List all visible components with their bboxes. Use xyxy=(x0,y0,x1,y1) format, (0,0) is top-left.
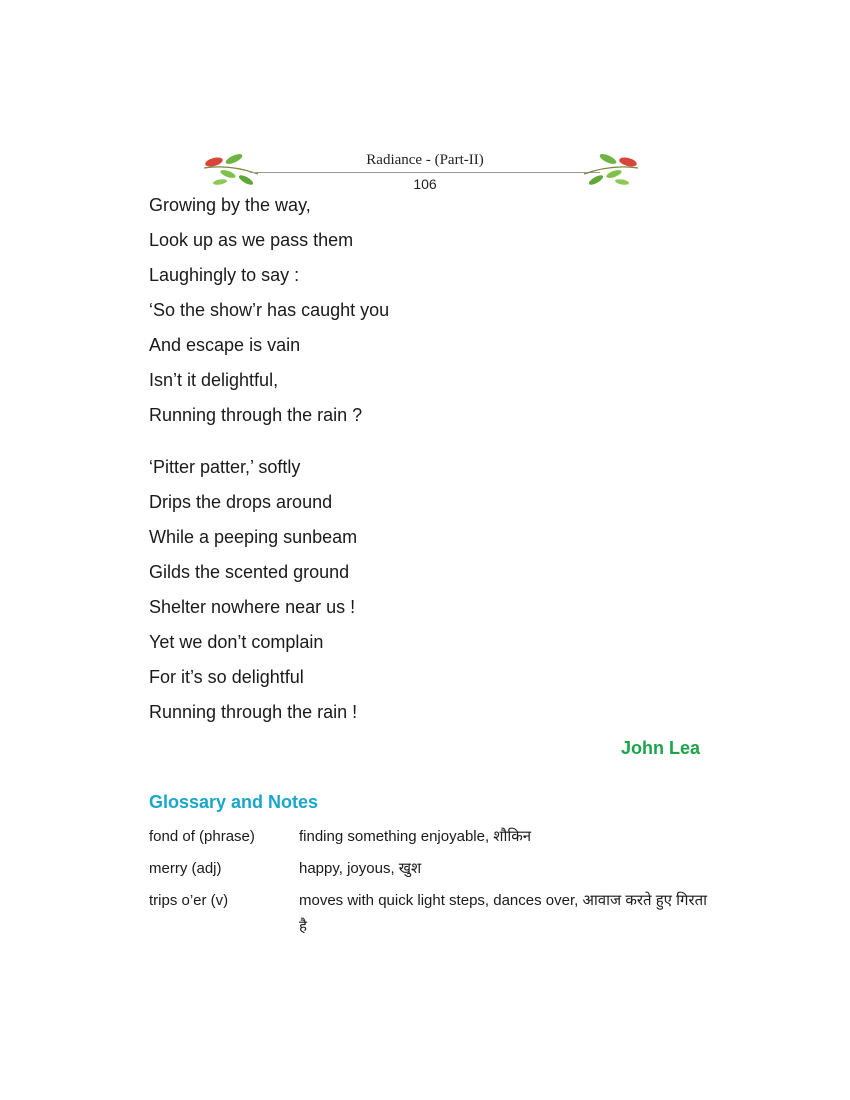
poem-line: Shelter nowhere near us ! xyxy=(149,597,356,617)
poem-line: Drips the drops around xyxy=(149,492,333,512)
poem-line: While a peeping sunbeam xyxy=(149,527,358,547)
poem-line: ‘Pitter patter,’ softly xyxy=(149,457,301,477)
poem-line: Yet we don’t complain xyxy=(149,632,324,652)
glossary-entry xyxy=(149,856,719,882)
poem-line: Running through the rain ! xyxy=(149,702,358,722)
poem-line: Look up as we pass them xyxy=(149,230,354,250)
glossary-entry xyxy=(149,888,719,940)
page-number: 106 xyxy=(413,176,437,192)
stanza-1 xyxy=(149,192,709,437)
poem-line: And escape is vain xyxy=(149,335,301,355)
poem-line: Growing by the way, xyxy=(149,195,311,215)
poem-line: Laughingly to say : xyxy=(149,265,300,285)
poem-line: ‘So the show’r has caught you xyxy=(149,300,390,320)
poem-body xyxy=(149,192,709,734)
page-header xyxy=(0,0,850,200)
glossary-definition: moves with quick light steps, dances over, आवाज करते हुए गिरता है xyxy=(299,892,708,935)
glossary-term: fond of (phrase) xyxy=(149,828,255,845)
poem-line: For it’s so delightful xyxy=(149,667,304,687)
glossary-term: trips o’er (v) xyxy=(149,892,229,909)
glossary-entry xyxy=(149,824,719,850)
glossary-term: merry (adj) xyxy=(149,860,222,877)
glossary-definition: finding something enjoyable, शौकिन xyxy=(299,828,532,845)
stanza-2 xyxy=(149,454,709,734)
poem-author: John Lea xyxy=(620,738,700,758)
leaf-ornament-right-icon xyxy=(582,150,642,190)
glossary-list xyxy=(149,824,719,946)
poem-line: Running through the rain ? xyxy=(149,405,363,425)
glossary-definition: happy, joyous, खुश xyxy=(299,860,422,877)
header-divider xyxy=(250,172,600,173)
poem-line: Gilds the scented ground xyxy=(149,562,350,582)
poem-line: Isn’t it delightful, xyxy=(149,370,279,390)
header-title: Radiance - (Part-II) xyxy=(366,152,484,168)
glossary-heading: Glossary and Notes xyxy=(149,792,319,812)
